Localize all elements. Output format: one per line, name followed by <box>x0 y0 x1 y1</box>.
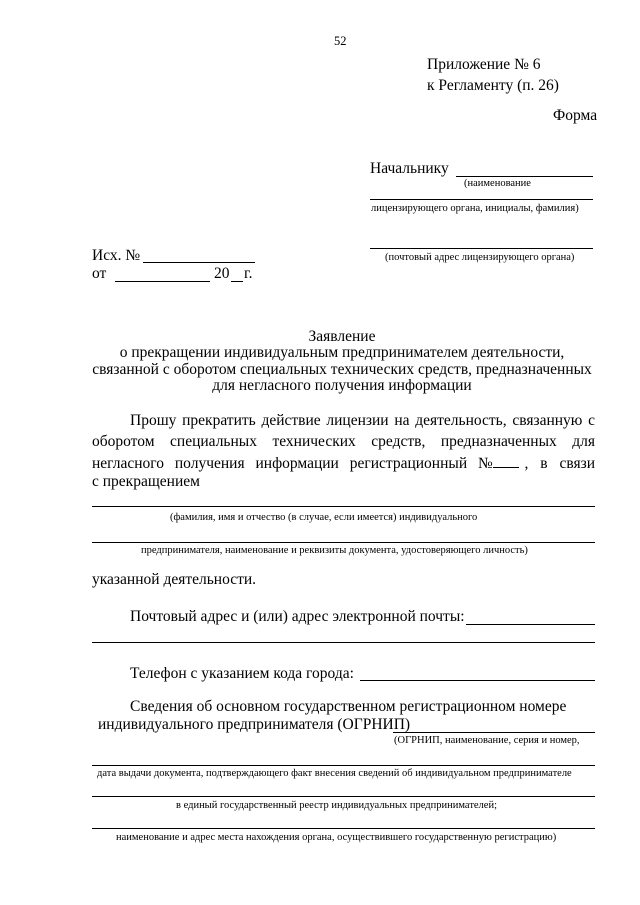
page-number: 52 <box>334 34 347 48</box>
outgoing-year-line[interactable] <box>231 281 243 282</box>
addressee-address-line[interactable] <box>370 248 593 249</box>
ogrnip-registry-line[interactable] <box>92 796 595 797</box>
appendix-line-2: к Регламенту (п. 26) <box>427 77 559 94</box>
ogrnip-hint-2: дата выдачи документа, подтверждающего факт внесения сведений об индивидуальном предпринимателе <box>97 768 572 779</box>
appendix-line-1: Приложение № 6 <box>427 56 541 73</box>
body-line-3 <box>92 453 595 473</box>
outgoing-number-label: Исх. № <box>92 247 141 264</box>
body-line-4: с прекращением <box>92 473 200 490</box>
document-line[interactable] <box>92 542 595 543</box>
postal-field[interactable] <box>466 624 595 625</box>
body-line-3-end: , в связи <box>524 455 595 472</box>
document-hint: предпринимателя, наименование и реквизиты документа, удостоверяющего личность) <box>141 545 528 556</box>
title-line-4: для негласного получения информации <box>212 377 472 394</box>
ogrnip-line-2: индивидуального предпринимателя (ОГРНИП) <box>98 716 411 733</box>
body-line-3-text: негласного получения информации регистрационный № <box>92 455 493 472</box>
ogrnip-document-line[interactable] <box>92 765 595 766</box>
addressee-label: Начальнику <box>370 160 449 177</box>
fio-line[interactable] <box>92 506 595 507</box>
activity-text: указанной деятельности. <box>92 571 257 588</box>
ogrnip-line-1: Сведения об основном государственном регистрационном номере <box>130 698 567 715</box>
phone-field[interactable] <box>360 680 595 681</box>
title-line-1: Заявление <box>308 328 376 345</box>
ogrnip-field[interactable] <box>393 732 595 733</box>
registration-number-field[interactable] <box>493 453 519 468</box>
fio-hint: (фамилия, имя и отчество (в случае, если имеется) индивидуального <box>170 512 478 523</box>
form-label: Форма <box>553 107 598 124</box>
ogrnip-hint-4: наименование и адрес места нахождения органа, осуществившего государственную регистрацию) <box>116 832 557 843</box>
addressee-authority-line[interactable] <box>370 199 593 200</box>
addressee-hint-2: лицензирующего органа, инициалы, фамилия) <box>371 203 579 214</box>
title-line-3: связанной с оборотом специальных технических средств, предназначенных <box>92 361 592 378</box>
postal-field-continued[interactable] <box>92 642 595 643</box>
ogrnip-authority-line[interactable] <box>92 828 595 829</box>
body-line-1: Прошу прекратить действие лицензии на деятельность, связанную с <box>130 412 595 429</box>
ogrnip-hint-3: в единый государственный реестр индивидуальных предпринимателей; <box>176 800 497 811</box>
phone-label: Телефон с указанием кода города: <box>130 665 354 682</box>
title-line-2: о прекращении индивидуальным предпринимателем деятельности, <box>119 344 565 361</box>
addressee-hint-1: (наименование <box>464 178 531 189</box>
outgoing-year-label: 20 <box>214 265 230 282</box>
addressee-name-line[interactable] <box>456 176 593 177</box>
outgoing-year-suffix: г. <box>244 265 253 282</box>
outgoing-date-line[interactable] <box>115 281 210 282</box>
outgoing-number-line[interactable] <box>143 262 255 263</box>
addressee-hint-3: (почтовый адрес лицензирующего органа) <box>385 252 575 263</box>
outgoing-date-from-label: от <box>92 265 107 282</box>
ogrnip-hint-1: (ОГРНИП, наименование, серия и номер, <box>394 735 580 746</box>
postal-label: Почтовый адрес и (или) адрес электронной почты: <box>130 608 465 625</box>
body-line-2: оборотом специальных технических средств, предназначенных для <box>92 433 595 450</box>
